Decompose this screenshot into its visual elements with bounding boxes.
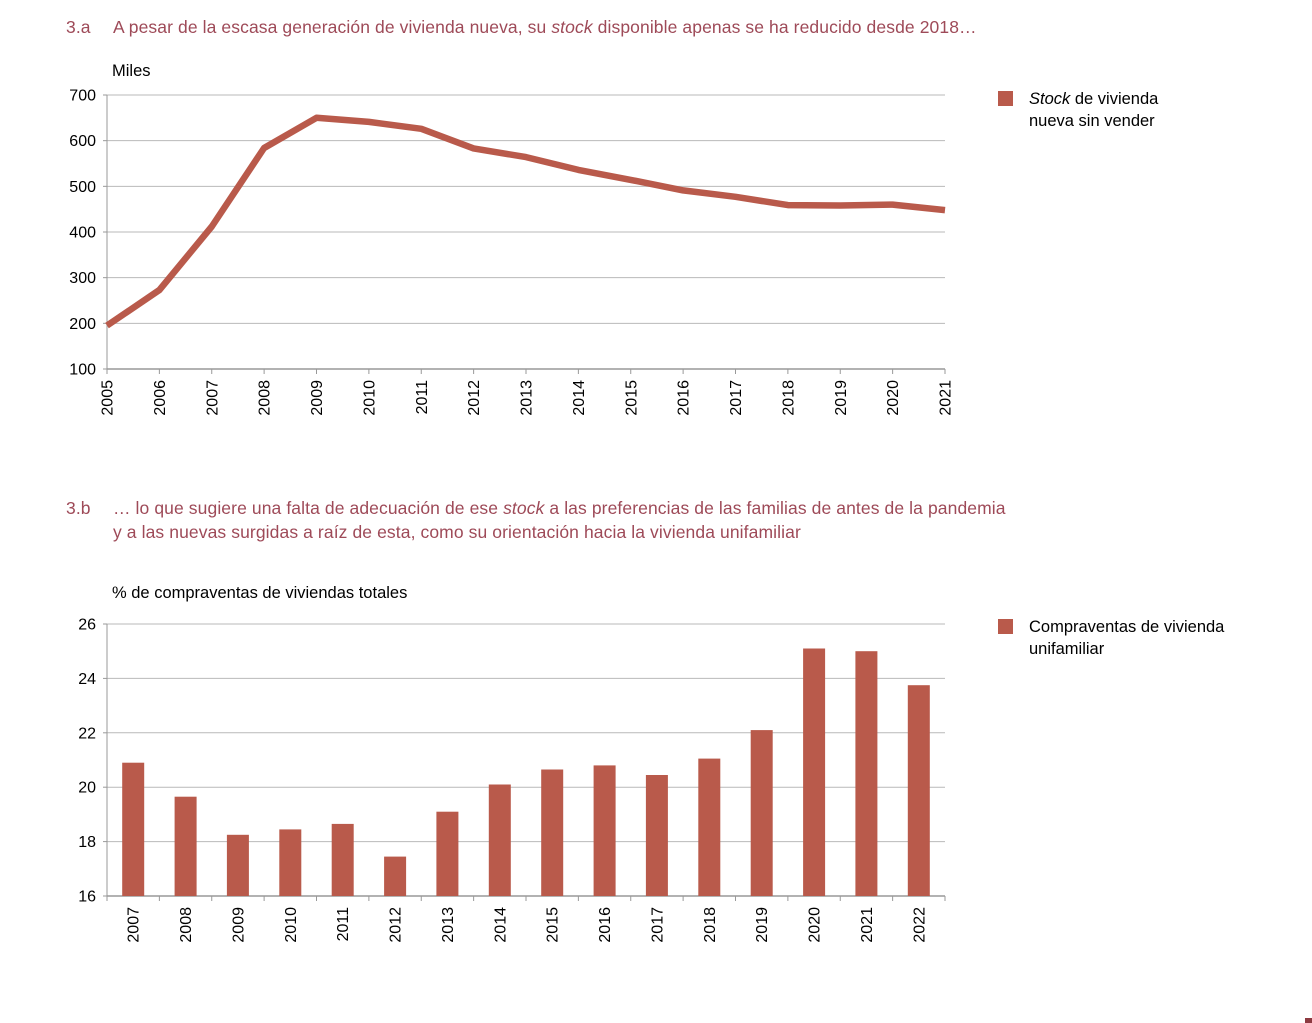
x-tick-label: 2014 — [570, 380, 588, 416]
x-tick-label: 2009 — [309, 380, 326, 416]
bar — [384, 857, 406, 896]
x-tick-label: 2006 — [151, 380, 169, 416]
bar — [803, 649, 825, 897]
bar — [646, 775, 668, 896]
y-tick-label: 300 — [69, 270, 96, 288]
bar — [175, 797, 197, 896]
x-tick-label: 2017 — [728, 380, 745, 416]
bar — [489, 785, 511, 897]
figure-b-title — [66, 496, 1286, 544]
bar — [332, 824, 354, 896]
x-tick-label: 2019 — [754, 907, 772, 943]
x-tick-label: 2010 — [282, 907, 300, 943]
y-tick-label: 700 — [69, 87, 96, 105]
y-tick-label: 100 — [69, 361, 96, 379]
bar — [279, 829, 301, 896]
x-tick-label: 2017 — [649, 907, 667, 943]
x-tick-label: 2016 — [597, 907, 615, 943]
bar — [541, 770, 563, 897]
x-tick-label: 2008 — [178, 907, 196, 943]
x-tick-label: 2020 — [885, 380, 903, 416]
legend-swatch-icon — [998, 619, 1013, 634]
x-tick-label: 2009 — [230, 907, 248, 943]
x-tick-label: 2021 — [858, 907, 876, 943]
line-series — [107, 118, 945, 326]
x-tick-label: 2012 — [387, 907, 405, 943]
chart-a-legend — [998, 88, 1158, 132]
y-tick-label: 20 — [78, 779, 96, 797]
y-tick-label: 500 — [69, 178, 96, 196]
page-corner-mark — [1305, 1018, 1312, 1023]
x-tick-label: 2022 — [911, 907, 929, 943]
figure-a-title — [66, 15, 1276, 39]
x-tick-label: 2018 — [780, 380, 798, 416]
x-tick-label: 2011 — [413, 380, 431, 415]
x-tick-label: 2013 — [439, 907, 457, 943]
y-tick-label: 24 — [78, 670, 96, 688]
stock-line-chart — [0, 55, 960, 445]
x-tick-label: 2005 — [99, 380, 117, 416]
y-tick-label: 600 — [69, 133, 96, 151]
bar — [908, 685, 930, 896]
y-tick-label: 18 — [78, 834, 96, 852]
bar — [594, 765, 616, 896]
figure-b-title-text: … lo que sugiere una falta de adecuación de ese stock a las preferencias de las familias de antes de la pandemia y a las nuevas surgidas a raíz de esta, como su orientación hacia la vivienda unifamiliar — [113, 498, 1006, 542]
x-tick-label: 2021 — [937, 380, 955, 416]
bar — [227, 835, 249, 896]
chart-a-axis-title: Miles — [112, 62, 151, 80]
x-tick-label: 2011 — [335, 907, 353, 942]
x-tick-label: 2018 — [701, 907, 719, 943]
x-tick-label: 2007 — [204, 380, 222, 416]
bar — [698, 759, 720, 896]
bar — [122, 763, 144, 896]
x-tick-label: 2016 — [675, 380, 693, 416]
x-tick-label: 2012 — [466, 380, 484, 416]
x-tick-label: 2015 — [544, 907, 562, 943]
x-tick-label: 2008 — [256, 380, 274, 416]
legend-swatch-icon — [998, 91, 1013, 106]
y-tick-label: 22 — [78, 725, 96, 743]
chart-b-legend-label: Compraventas de vivienda unifamiliar — [1029, 618, 1225, 658]
bar — [436, 812, 458, 896]
chart-a-legend-label: Stock de vivienda nueva sin vender — [1029, 90, 1159, 130]
y-tick-label: 16 — [78, 888, 96, 906]
x-tick-label: 2007 — [125, 907, 143, 943]
figure-a-title-text: A pesar de la escasa generación de vivienda nueva, su stock disponible apenas se ha reducido desde 2018… — [113, 17, 977, 37]
y-tick-label: 400 — [69, 224, 96, 242]
x-tick-label: 2015 — [623, 380, 641, 416]
unifamiliar-bar-chart — [0, 580, 960, 980]
x-tick-label: 2014 — [492, 907, 510, 943]
figure-a-number: 3.a — [66, 17, 91, 37]
x-tick-label: 2020 — [806, 907, 824, 943]
x-tick-label: 2013 — [518, 380, 536, 416]
y-tick-label: 200 — [69, 315, 96, 333]
x-tick-label: 2019 — [832, 380, 850, 416]
bar — [855, 651, 877, 896]
chart-b-legend — [998, 616, 1224, 660]
figure-b-number: 3.b — [66, 498, 91, 518]
y-tick-label: 26 — [78, 616, 96, 634]
chart-b-axis-title: % de compraventas de viviendas totales — [112, 584, 408, 602]
bar — [751, 730, 773, 896]
x-tick-label: 2010 — [361, 380, 379, 416]
